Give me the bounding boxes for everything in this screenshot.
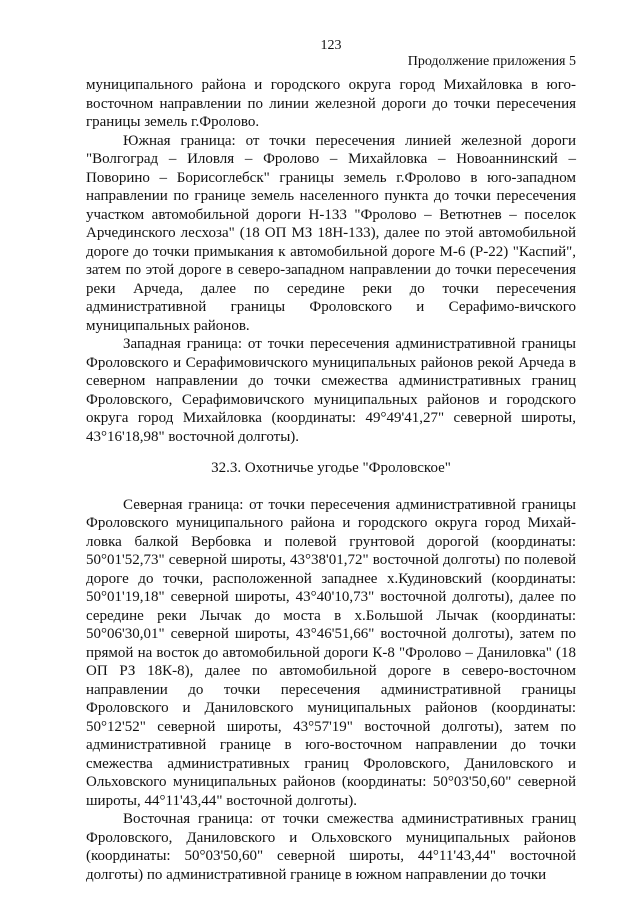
section-title: 32.3. Охотничье угодье "Фроловское" [211,460,451,476]
body-text [86,76,576,884]
paragraph-southern-border: Южная граница: от точки пересечения линией железной дороги "Волгоград – Иловля – Фролово – Михайловка – Новоаннинский – Поворино – Борисоглебск" границы земель г.Фролово в юго-западном направлении по границе земель населенного пункта до точки пересечения участком автомобильной дороги Н-133 "Фролово – Ветютнев – поселок Арчединского лесхоза" (18 ОП МЗ 18Н-133), далее по этой автомобильной дороге до точки примыкания к автомобильной дороге М-6 (Р-22) "Каспий", затем по этой дороге в северо-западном направлении до точки пересечения реки Арчеда, далее по середине реки до точки пересечения административной границы Фроловского и Серафимо-вичского муниципальных районов. [86,132,576,334]
paragraph-northern-border: Северная граница: от точки пересечения административной границы Фроловского муниципального района и городского округа город Михай-ловка балкой Вербовка и полевой грунтовой дорогой (координаты: 50°01'52,73" северной широты, 43°38'01,72" восточной долготы) по полевой дороге до точки, расположенной западнее х.Кудиновский (координаты: 50°01'19,18" северной широты, 43°40'10,73" восточной долготы), далее по середине реки Лычак до моста в х.Большой Лычак (координаты: 50°06'30,01" северной широты, 43°46'51,66" восточной долготы), затем по прямой на восток до автомобильной дороги К-8 "Фролово – Даниловка" (18 ОП РЗ 18К-8), далее по автомобильной дороге в северо-восточном направлении до точки пересечения административной границы Фроловского и Даниловского муниципальных районов (координаты: 50°12'52" северной широты, 43°57'19" восточной долготы), затем по административной границе в юго-восточном направлении до точки смежества административных границ Фроловского, Даниловского и Ольховского муниципальных районов (координаты: 50°03'50,60" северной широты, 44°11'43,44" восточной долготы). [86,496,576,809]
page-number: 123 [320,38,342,53]
paragraph-western-border: Западная граница: от точки пересечения административной границы Фроловского и Серафимовичского муниципальных районов рекой Арчеда в северном направлении до точки смежества административных границ Фроловского, Серафимовичского муниципальных районов и городского округа город Михайловка (координаты: 49°49'41,27" северной широты, 43°16'18,98" восточной долготы). [86,336,576,445]
paragraph-eastern-border: Восточная граница: от точки смежества административных границ Фроловского, Даниловского и Ольховского муниципальных районов (координаты: 50°03'50,60" северной широты, 44°11'43,44" восточной долготы) по административной границе в южном направлении до точки [86,811,576,883]
continuation-note: Продолжение приложения 5 [407,54,576,69]
document-page [86,0,576,905]
paragraph-continued: муниципального района и городского округа город Михайловка в юго-восточном направлении по линии железной дороги до точки пересечения границы земель г.Фролово. [86,77,576,130]
